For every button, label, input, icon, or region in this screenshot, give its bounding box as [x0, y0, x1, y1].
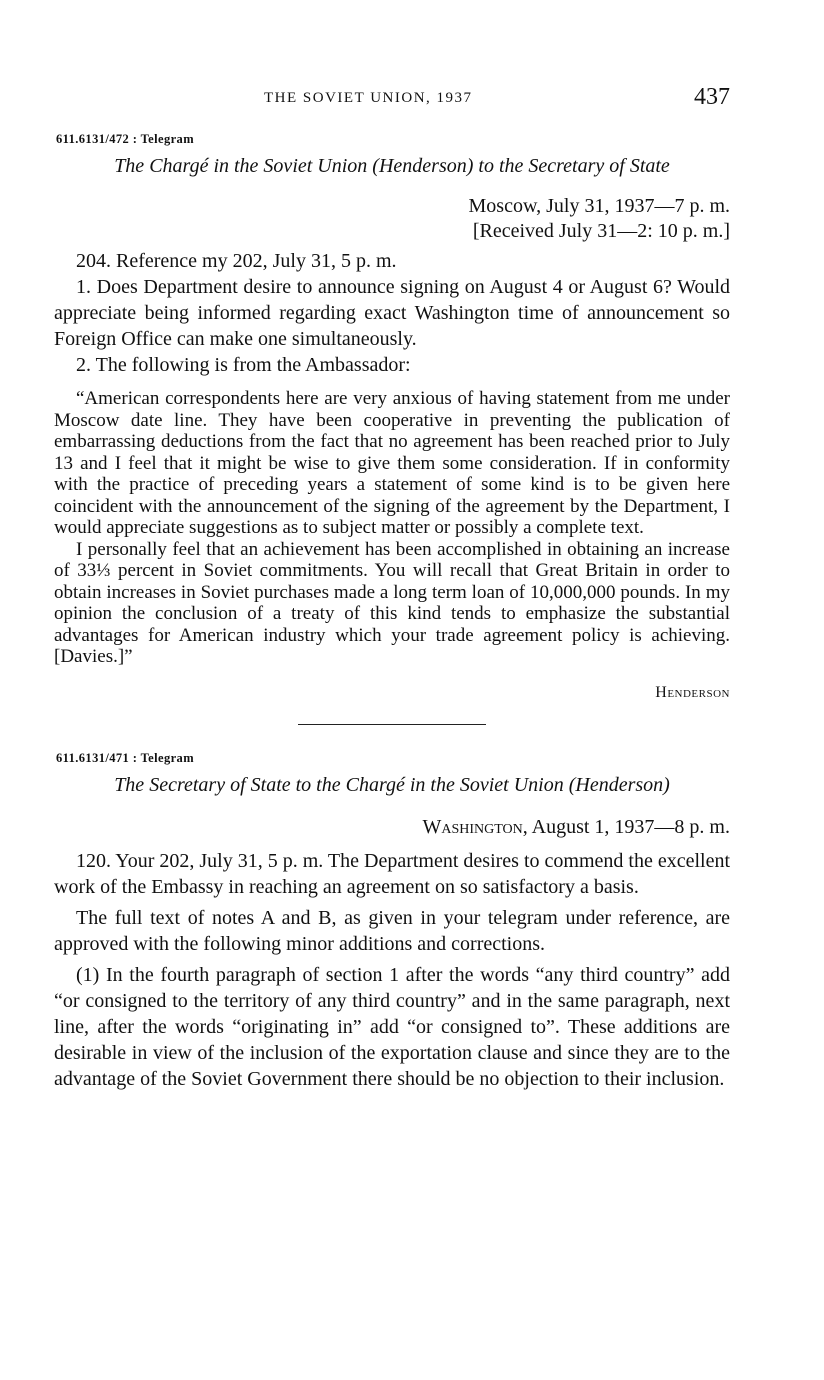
- quoted-paragraph: “American correspondents here are very anxious of having statement from me under Moscow date line. They have been cooperative in preventing the publication of embarrassing deductions from the fact that no agreement has been reached prior to July 13 and I feel that it might be wise to give them some consideration. If in conformity with the practice of preceding years a statement of some kind is to be given here coincident with the announcement of the signing of the agreement by the Department, I would appreciate suggestions as to subject matter or possibly a complete text.: [54, 388, 730, 538]
- running-header: [54, 84, 730, 118]
- document-page: [54, 84, 730, 1092]
- dateline: Moscow, July 31, 1937—7 p. m.: [468, 195, 730, 217]
- paragraph: 1. Does Department desire to announce signing on August 4 or August 6? Would appreciate being informed regarding exact Washington time of announcement so Foreign Office can make one simultaneously.: [54, 276, 730, 350]
- paragraph: 120. Your 202, July 31, 5 p. m. The Department desires to commend the excellent work of the Embassy in reaching an agreement on so satisfactory a basis.: [54, 849, 730, 898]
- received-line: [Received July 31—2: 10 p. m.]: [472, 220, 730, 242]
- telegram-472: [54, 132, 730, 702]
- signature: Henderson: [655, 683, 730, 701]
- telegram-471: [54, 751, 730, 1092]
- page-number: 437: [694, 84, 730, 110]
- paragraph: 204. Reference my 202, July 31, 5 p. m.: [76, 250, 397, 272]
- telegram-heading: The Secretary of State to the Chargé in the Soviet Union (Henderson): [114, 773, 670, 796]
- paragraph: (1) In the fourth paragraph of section 1 after the words “any third country” add “or consigned to the territory of any third country” and in the same paragraph, next line, after the words “originating in” add “or consigned to”. These additions are desirable in view of the inclusion of the exportation clause and since they are to the advantage of the Soviet Government there should be no objection to their inclusion.: [54, 963, 730, 1090]
- file-reference: 611.6131/471 : Telegram: [56, 750, 195, 765]
- dateline-date: , August 1, 1937—8 p. m.: [522, 815, 730, 838]
- paragraph: The full text of notes A and B, as given in your telegram under reference, are approved with the following minor additions and corrections.: [54, 906, 730, 955]
- paragraph: 2. The following is from the Ambassador:: [76, 354, 411, 376]
- quoted-paragraph: I personally feel that an achievement has been accomplished in obtaining an increase of 33⅓ percent in Soviet commitments. You will recall that Great Britain in order to obtain increases in Soviet purchases made a long term loan of 10,000,000 pounds. In my opinion the conclusion of a treaty of this kind tends to emphasize the substantial advantages for American industry which your trade agreement policy is achieving. [Davies.]”: [54, 538, 730, 667]
- dateline-place: Washington: [422, 815, 523, 838]
- section-divider: [298, 724, 486, 725]
- running-title: THE SOVIET UNION, 1937: [264, 90, 473, 106]
- file-reference: 611.6131/472 : Telegram: [56, 132, 195, 146]
- telegram-heading: The Chargé in the Soviet Union (Henderson) to the Secretary of State: [114, 155, 670, 177]
- dateline: [54, 815, 730, 840]
